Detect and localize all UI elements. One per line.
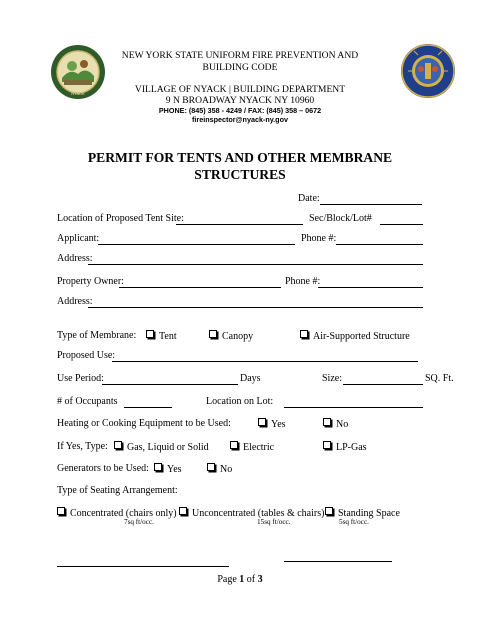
sec-block-lot-field[interactable] <box>380 224 423 225</box>
use-period-label: Use Period: <box>57 373 104 384</box>
page-of: of <box>244 574 258 585</box>
location-on-lot-field[interactable] <box>284 407 423 408</box>
applicant-phone-label: Phone #: <box>301 233 337 244</box>
generators-yes-checkbox[interactable] <box>154 463 182 476</box>
location-field[interactable] <box>176 224 303 225</box>
membrane-canopy-label: Canopy <box>222 331 254 342</box>
checkbox-icon <box>325 507 333 515</box>
size-field[interactable] <box>343 384 423 385</box>
membrane-air-supported-checkbox[interactable] <box>300 330 410 343</box>
membrane-type-label: Type of Membrane: <box>57 330 137 341</box>
header-agency-line1: NEW YORK STATE UNIFORM FIRE PREVENTION AND <box>121 50 359 61</box>
type-gas-label: Gas, Liquid or Solid <box>127 442 209 453</box>
membrane-tent-checkbox[interactable] <box>146 330 177 343</box>
membrane-canopy-checkbox[interactable] <box>209 330 253 343</box>
property-owner-field[interactable] <box>119 287 281 288</box>
page-total: 3 <box>257 574 263 585</box>
village-of-nyack-seal-icon <box>50 44 106 100</box>
header-email: fireinspector@nyack-ny.gov <box>192 115 288 124</box>
header-phone-fax: PHONE: (845) 358 - 4249 / FAX: (845) 358 – 0672 <box>158 106 322 115</box>
date-field[interactable] <box>320 204 422 205</box>
standing-occupancy-note: 5sq ft/occ. <box>339 518 369 526</box>
checkbox-icon <box>57 507 65 515</box>
size-label: Size: <box>322 373 342 384</box>
seating-arrangement-label: Type of Seating Arrangement: <box>57 485 178 496</box>
sec-block-lot-label: Sec/Block/Lot# <box>309 213 372 224</box>
occupants-label: # of Occupants <box>57 396 118 407</box>
checkbox-icon <box>207 463 215 471</box>
checkbox-icon <box>114 441 122 449</box>
location-label: Location of Proposed Tent Site: <box>57 213 184 224</box>
applicant-phone-field[interactable] <box>336 244 423 245</box>
checkbox-icon <box>258 418 266 426</box>
use-period-field[interactable] <box>102 384 238 385</box>
proposed-use-label: Proposed Use: <box>57 350 116 361</box>
occupants-field[interactable] <box>124 407 172 408</box>
owner-phone-field[interactable] <box>318 287 423 288</box>
proposed-use-field[interactable] <box>112 361 418 362</box>
checkbox-icon <box>323 418 331 426</box>
checkbox-icon <box>154 463 162 471</box>
days-label: Days <box>240 373 261 384</box>
applicant-field[interactable] <box>98 244 295 245</box>
unconcentrated-occupancy-note: 15sq ft/occ. <box>257 518 291 526</box>
page-current: 1 <box>239 574 245 585</box>
type-lpgas-checkbox[interactable] <box>323 441 367 454</box>
date-label: Date: <box>298 193 320 204</box>
type-lpgas-label: LP-Gas <box>336 442 367 453</box>
new-york-state-seal-icon <box>400 43 456 99</box>
seating-concentrated-label: Concentrated (chairs only) <box>70 508 177 519</box>
signature-line[interactable] <box>57 566 229 567</box>
checkbox-icon <box>179 507 187 515</box>
generators-no-label: No <box>220 464 233 475</box>
checkbox-icon <box>146 330 154 338</box>
owner-address-field[interactable] <box>88 307 423 308</box>
applicant-label: Applicant: <box>57 233 100 244</box>
heating-no-checkbox[interactable] <box>323 418 348 431</box>
generators-no-checkbox[interactable] <box>207 463 232 476</box>
form-title-line2: STRUCTURES <box>194 167 286 182</box>
applicant-address-label: Address: <box>57 253 93 264</box>
page-prefix: Page <box>217 574 240 585</box>
header-agency-line2: BUILDING CODE <box>202 62 278 73</box>
owner-address-label: Address: <box>57 296 93 307</box>
header-address: 9 N BROADWAY NYACK NY 10960 <box>165 95 315 106</box>
page-number <box>0 574 480 586</box>
membrane-air-supported-label: Air-Supported Structure <box>313 331 410 342</box>
sq-ft-label: SQ. Ft. <box>425 373 454 384</box>
checkbox-icon <box>230 441 238 449</box>
property-owner-label: Property Owner: <box>57 276 124 287</box>
form-title-line1: PERMIT FOR TENTS AND OTHER MEMBRANE <box>87 150 393 165</box>
membrane-tent-label: Tent <box>159 331 177 342</box>
svg-text:NYACK: NYACK <box>71 91 85 96</box>
type-electric-checkbox[interactable] <box>230 441 274 454</box>
owner-phone-label: Phone #: <box>285 276 321 287</box>
type-electric-label: Electric <box>243 442 275 453</box>
seating-unconcentrated-checkbox[interactable] <box>179 507 324 520</box>
checkbox-icon <box>300 330 308 338</box>
seating-concentrated-checkbox[interactable] <box>57 507 177 520</box>
generators-yes-label: Yes <box>167 464 182 475</box>
seating-unconcentrated-label: Unconcentrated (tables & chairs) <box>192 508 325 519</box>
heating-yes-label: Yes <box>271 419 286 430</box>
heating-no-label: No <box>336 419 349 430</box>
concentrated-occupancy-note: 7sq ft/occ. <box>124 518 154 526</box>
checkbox-icon <box>323 441 331 449</box>
header-department: VILLAGE OF NYACK | BUILDING DEPARTMENT <box>134 84 346 95</box>
seating-standing-label: Standing Space <box>338 508 400 519</box>
checkbox-icon <box>209 330 217 338</box>
signature-date-line[interactable] <box>284 561 392 562</box>
type-gas-checkbox[interactable] <box>114 441 209 454</box>
location-on-lot-label: Location on Lot: <box>206 396 274 407</box>
heating-yes-checkbox[interactable] <box>258 418 286 431</box>
generators-label: Generators to be Used: <box>57 463 149 474</box>
heating-equipment-label: Heating or Cooking Equipment to be Used: <box>57 418 231 429</box>
if-yes-type-label: If Yes, Type: <box>57 441 108 452</box>
applicant-address-field[interactable] <box>88 264 423 265</box>
